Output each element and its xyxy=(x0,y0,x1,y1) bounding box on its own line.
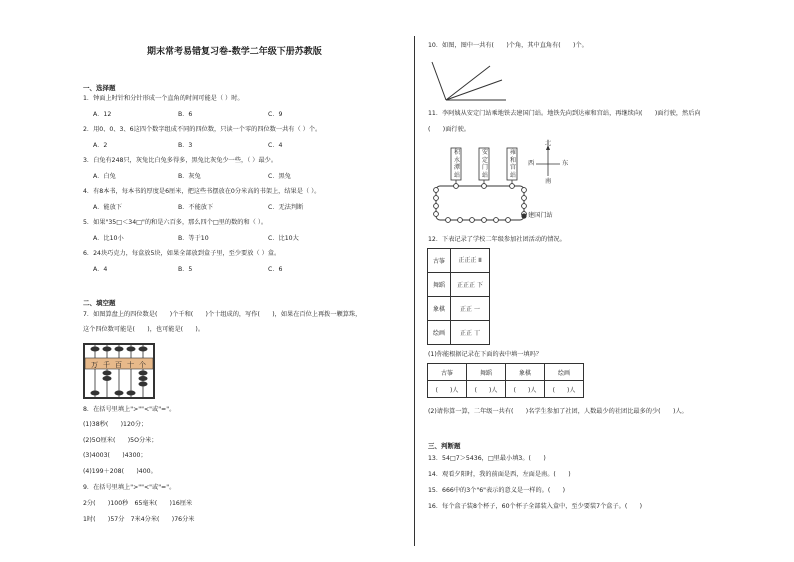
question-7-line2: 这个四位数可能是( )，也可能是( )。 xyxy=(83,326,205,333)
q8-item-1: (1)38秒( )120分； xyxy=(83,421,148,428)
tally-name-chess: 象棋 xyxy=(428,297,451,321)
section-fill-heading: 二、填空题 xyxy=(83,299,116,307)
question-12: 12．下表记录了学校二年级参加社团活动的情况。 xyxy=(428,236,566,243)
q6-option-c: C．6 xyxy=(268,266,283,273)
q1-option-b: B．6 xyxy=(178,111,193,118)
q8-item-3: (3)4003( )4300； xyxy=(83,452,147,459)
station-yonghegong: 雍和宫站 xyxy=(509,149,516,179)
tally-marks-chess: 正正 一 xyxy=(451,297,490,321)
q8-item-2: (2)5O厘米( )5O分米； xyxy=(83,437,158,444)
question-11-line1: 11．李阿姨从安定门站乘地铁去建国门站。地铁先向到达雍和宫站，再继续向( )面行驶，然后向 xyxy=(428,110,701,117)
question-13: 13．54□7＞5436，□里最小填3。( ) xyxy=(428,455,546,462)
q2-option-b: B．3 xyxy=(178,142,193,149)
page-title: 期末常考易错复习卷-数学二年级下册苏教版 xyxy=(147,47,322,57)
question-9: 9．在括号里填上">""<"或"="。 xyxy=(83,484,176,491)
abacus-label-qian: 千 xyxy=(103,361,110,369)
q2-option-c: C．4 xyxy=(268,142,283,149)
tally-table xyxy=(427,248,490,345)
tally-name-painting: 绘画 xyxy=(428,321,451,345)
subway-map xyxy=(428,140,578,230)
abacus-figure xyxy=(83,343,155,399)
station-jishuitan: 积水潭站 xyxy=(453,149,460,179)
q1-option-c: C．9 xyxy=(268,111,283,118)
abacus-label-shi: 十 xyxy=(127,361,134,369)
q4-option-a: A．能放下 xyxy=(93,204,122,211)
q9-row-1: 2分( )100秒 65毫米( )16厘米 xyxy=(83,500,193,507)
abacus-label-wan: 万 xyxy=(91,361,98,369)
q6-option-b: B．5 xyxy=(178,266,193,273)
count-header-painting: 绘画 xyxy=(545,364,584,381)
q9-row-2: 1时( )57分 7米4分米( )76分米 xyxy=(83,516,195,523)
q4-option-b: B．不能放下 xyxy=(178,204,214,211)
q5-option-a: A．比10小 xyxy=(93,235,124,242)
question-12-part2: (2)请你算一算，二年级一共有( )名学生参加了社团，人数最少的社团比最多的少( )人。 xyxy=(428,408,688,415)
section-judge-heading: 三、判断题 xyxy=(428,442,461,450)
q2-option-a: A．2 xyxy=(93,142,108,149)
question-15: 15．666中的3个"6"表示的意义是一样的。( ) xyxy=(428,487,566,494)
station-jianguomen: 建国门站 xyxy=(528,212,553,219)
q3-option-c: C．黑兔 xyxy=(268,173,291,180)
tally-marks-dance: 正正正 下 xyxy=(451,273,490,297)
compass-west: 西 xyxy=(528,160,535,167)
question-10: 10．如图，图中一共有( )个角，其中直角有( )个。 xyxy=(428,42,588,49)
question-14: 14．观看夕阳时，我的前面是西，左面是南。( ) xyxy=(428,471,571,478)
section-choice-heading: 一、选择题 xyxy=(83,84,116,92)
count-cell-chess: ( )人 xyxy=(506,381,545,398)
q3-option-a: A．白兔 xyxy=(93,173,116,180)
compass-north: 北 xyxy=(545,140,552,147)
question-3: 3．白兔有248只，灰兔比白兔多得多，黑兔比灰兔少一些，（ ）最少。 xyxy=(83,157,278,164)
count-cell-guzheng: ( )人 xyxy=(428,381,467,398)
question-12-part1: (1)你能根据记录在下面的表中填一填吗？ xyxy=(428,351,542,358)
question-8: 8．在括号里填上">""<"或"="。 xyxy=(83,406,176,413)
q6-option-a: A．4 xyxy=(93,266,108,273)
question-6: 6．24块巧克力，每盒放5块，如果全部放到盒子里，至少要放（ ）盒。 xyxy=(83,250,281,257)
angle-figure xyxy=(428,56,508,104)
count-header-chess: 象棋 xyxy=(506,364,545,381)
q8-item-4: (4)199＋208( )400。 xyxy=(83,468,157,475)
question-2: 2．用0、0、3、6这四个数字组成不同的四位数，只读一个零的四位数一共有（ ）个。 xyxy=(83,126,322,133)
count-header-dance: 舞蹈 xyxy=(467,364,506,381)
question-1: 1．钟面上时针和分针形成一个直角的时间可能是（ ）时。 xyxy=(83,95,244,102)
station-andingmen: 安定门站 xyxy=(481,149,488,179)
compass-east: 东 xyxy=(562,160,569,167)
q5-option-b: B．等于10 xyxy=(178,235,209,242)
question-4: 4．有8本书，每本书的厚度是6厘米，把这些书摆放在0分米高的书架上，结果是（ ）。 xyxy=(83,188,321,195)
abacus-label-bai: 百 xyxy=(115,361,122,369)
tally-name-dance: 舞蹈 xyxy=(428,273,451,297)
compass-south: 南 xyxy=(545,178,552,185)
column-divider xyxy=(414,36,415,546)
tally-marks-guzheng: 正正正 𝍫 xyxy=(451,249,490,273)
q3-option-b: B．灰兔 xyxy=(178,173,201,180)
question-16: 16．每个盒子装8个杯子，60个杯子全部装入盒中，至少要装7个盒子。( ) xyxy=(428,503,643,510)
question-11-line2: ( )面行驶。 xyxy=(428,126,470,133)
count-header-guzheng: 古筝 xyxy=(428,364,467,381)
abacus-label-ge: 个 xyxy=(139,361,146,369)
q5-option-c: C．比10大 xyxy=(268,235,299,242)
count-cell-dance: ( )人 xyxy=(467,381,506,398)
q4-option-c: C．无法判断 xyxy=(268,204,304,211)
question-5: 5．如果"35□＜34□"的和是六百多，那么四个□里的数的和（ ）。 xyxy=(83,219,268,226)
tally-marks-painting: 正正 丅 xyxy=(451,321,490,345)
question-7-line1: 7．如图算盘上的四位数是( )个千和( )个十组成的，写作( )，如果在百位上再拨一颗算珠， xyxy=(83,311,362,318)
count-cell-painting: ( )人 xyxy=(545,381,584,398)
count-table xyxy=(427,363,584,398)
tally-name-guzheng: 古筝 xyxy=(428,249,451,273)
q1-option-a: A．12 xyxy=(93,111,112,118)
